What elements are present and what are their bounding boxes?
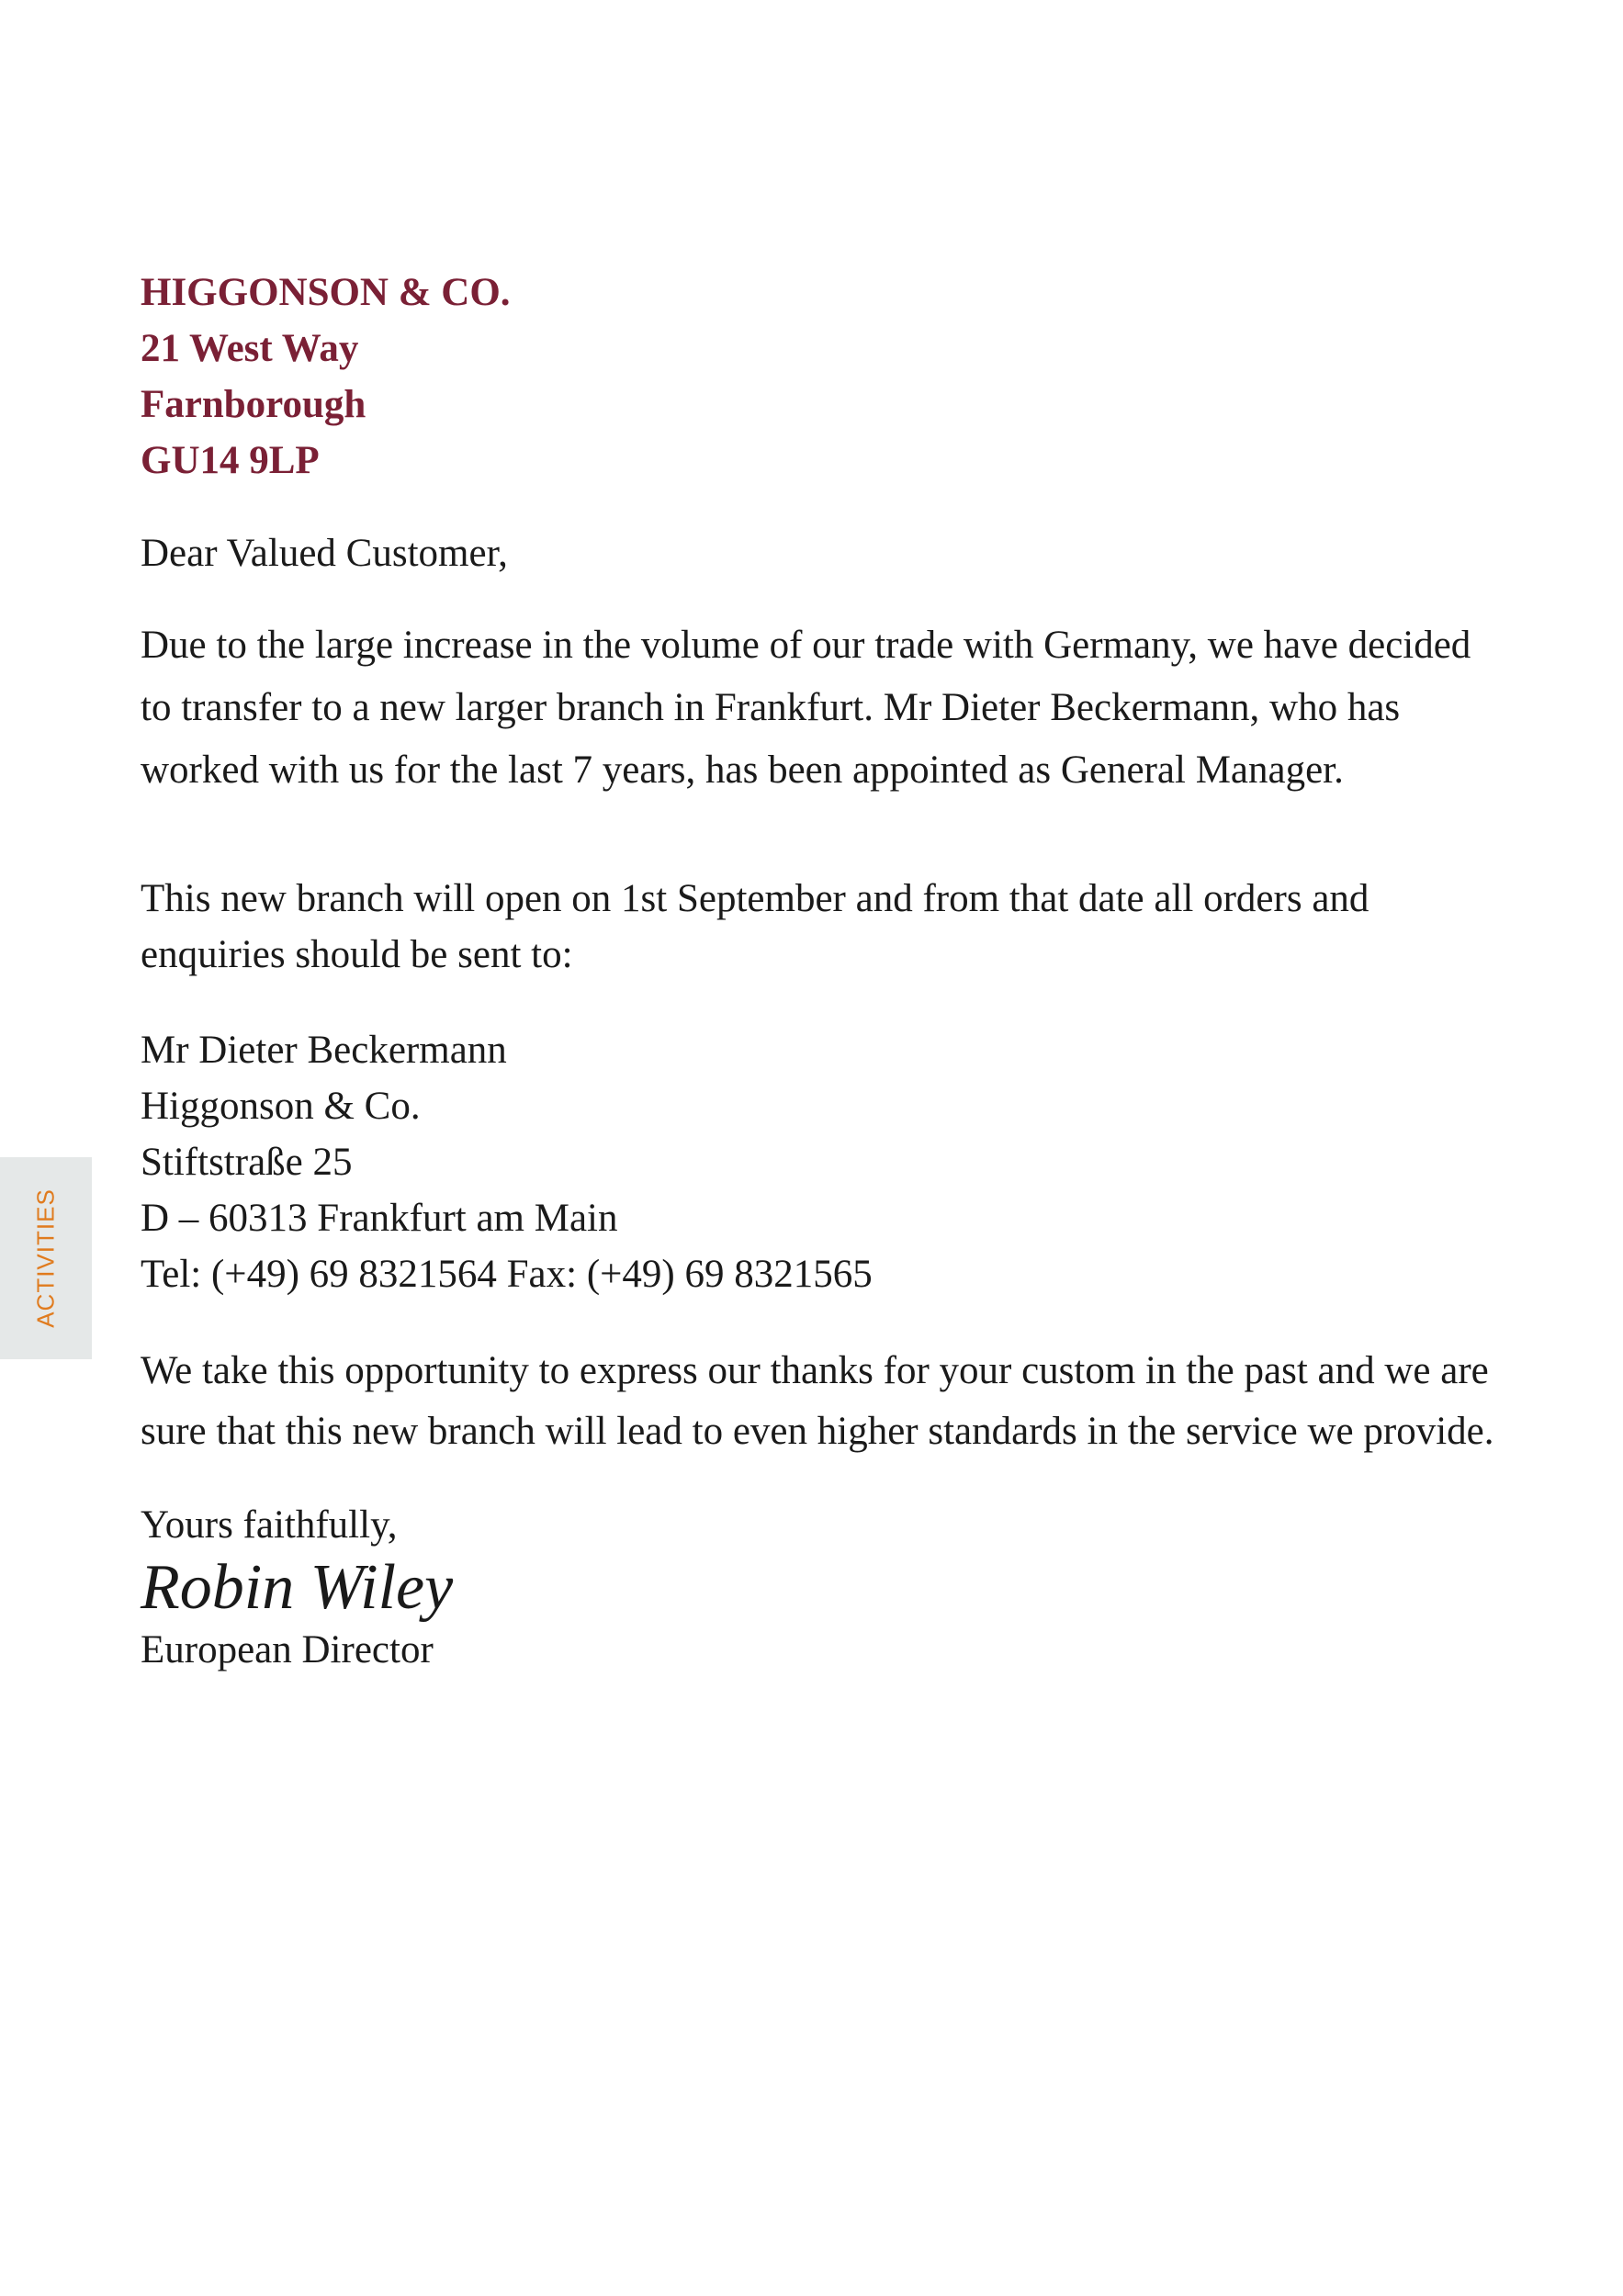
address-contact: Tel: (+49) 69 8321564 Fax: (+49) 69 8321565 (141, 1253, 873, 1296)
closing-block (141, 1497, 1518, 1674)
sender-company: HIGGONSON & CO. (141, 271, 511, 314)
sender-town: Farnborough (141, 383, 366, 426)
letter-body (141, 264, 1518, 1674)
sender-street: 21 West Way (141, 327, 359, 370)
new-branch-address-block (141, 1022, 1518, 1302)
valediction: Yours faithfully, (141, 1503, 398, 1547)
address-name: Mr Dieter Beckermann (141, 1029, 507, 1072)
address-company: Higgonson & Co. (141, 1085, 421, 1128)
signature: Robin Wiley (141, 1552, 454, 1623)
side-tab-label: ACTIVITIES (31, 1188, 60, 1328)
sender-postcode: GU14 9LP (141, 439, 320, 482)
address-street: Stiftstraße 25 (141, 1141, 353, 1184)
greeting: Dear Valued Customer, (141, 532, 508, 575)
signatory-title: European Director (141, 1628, 434, 1671)
paragraph-announcement: Due to the large increase in the volume of our trade with Germany, we have decided to transfer to a new larger branch in Frankfurt. Mr Dieter Beckermann, who has worked with us for the last 7 years, has been appointed as General Manager. (141, 624, 1471, 792)
sender-address-block (141, 264, 1518, 489)
section-side-tab (0, 1157, 92, 1359)
address-city: D – 60313 Frankfurt am Main (141, 1197, 618, 1240)
paragraph-thanks: We take this opportunity to express our thanks for your custom in the past and we are sure that this new branch will lead to even higher standards in the service we provide. (141, 1349, 1494, 1453)
paragraph-opening-date: This new branch will open on 1st September and from that date all orders and enquiries should be sent to: (141, 877, 1369, 976)
